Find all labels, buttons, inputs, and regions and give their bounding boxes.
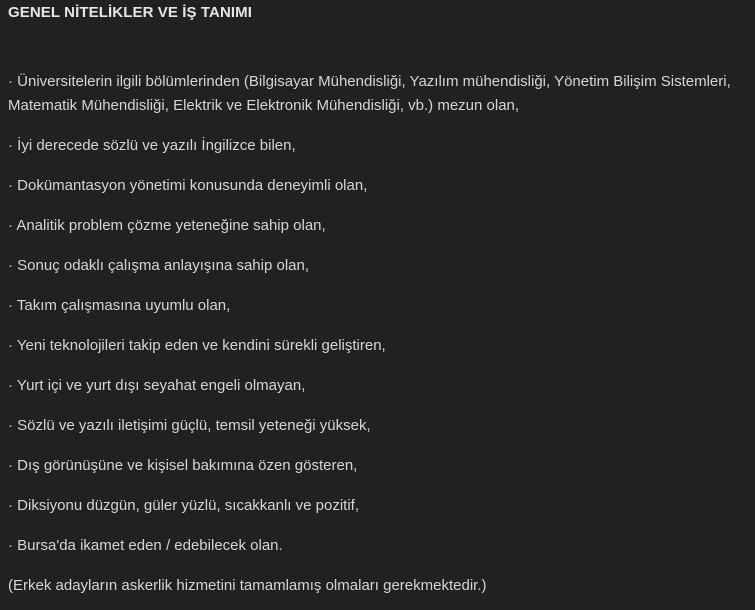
requirement-item-result-oriented: · Sonuç odaklı çalışma anlayışına sahip olan, [8, 257, 310, 274]
requirement-item-education: · Üniversitelerin ilgili bölümlerinden (Bilgisayar Mühendisliği, Yazılım mühendisliği, Yönetim Bilişim Sistemleri, Matematik Mühendisliği, Elektrik ve Elektronik Mühendisliği, vb.) mezun olan, [8, 73, 731, 114]
requirement-item-diction: · Diksiyonu düzgün, güler yüzlü, sıcakkanlı ve pozitif, [8, 497, 359, 514]
requirement-item-travel: · Yurt içi ve yurt dışı seyahat engeli olmayan, [8, 377, 306, 394]
section-title: GENEL NİTELİKLER VE İŞ TANIMI [8, 4, 253, 21]
requirement-item-documentation: · Dokümantasyon yönetimi konusunda deneyimli olan, [8, 177, 368, 194]
requirement-item-technology: · Yeni teknolojileri takip eden ve kendini sürekli geliştiren, [8, 337, 386, 354]
requirement-item-appearance: · Dış görünüşüne ve kişisel bakımına özen gösteren, [8, 457, 358, 474]
military-service-note: (Erkek adayların askerlik hizmetini tamamlamış olmaları gerekmektedir.) [8, 577, 487, 594]
requirement-item-problem-solving: · Analitik problem çözme yeteneğine sahip olan, [8, 217, 326, 234]
requirement-item-teamwork: · Takım çalışmasına uyumlu olan, [8, 297, 231, 314]
requirements-list [8, 70, 748, 574]
requirement-item-english: · İyi derecede sözlü ve yazılı İngilizce bilen, [8, 137, 296, 154]
requirement-item-communication: · Sözlü ve yazılı iletişimi güçlü, temsil yeteneği yüksek, [8, 417, 371, 434]
requirement-item-location: · Bursa'da ikamet eden / edebilecek olan. [8, 537, 283, 554]
